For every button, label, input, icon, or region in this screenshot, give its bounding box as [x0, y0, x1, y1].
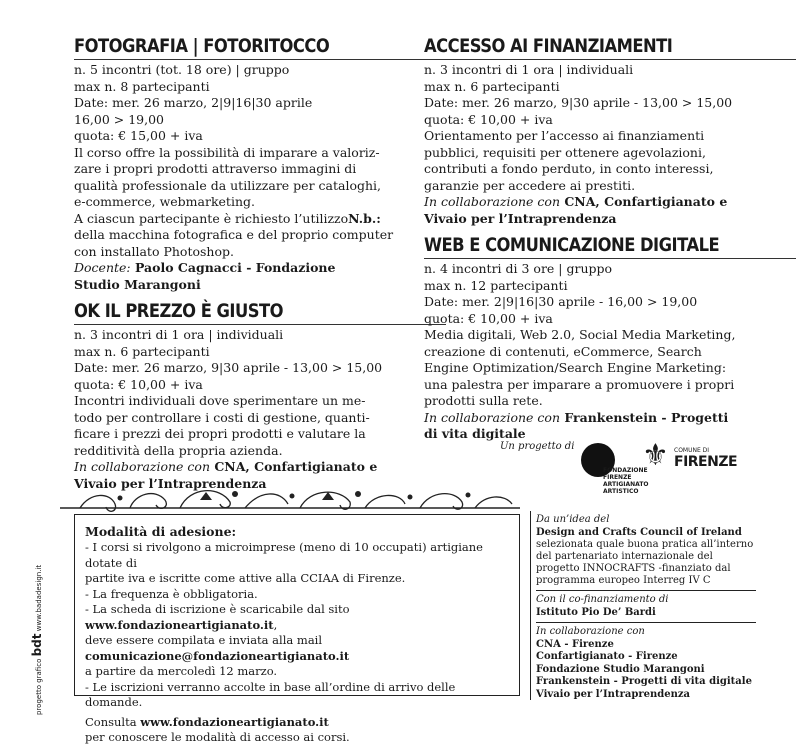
text-line: Incontri individuali dove sperimentare un me-: [74, 393, 366, 408]
course-title: ACCESSO AI FINANZIAMENTI: [424, 35, 673, 57]
text-line: quota: € 10,00 + iva: [424, 111, 553, 127]
left-column: [74, 34, 444, 498]
text-line: Date: mer. 26 marzo, 9|30 aprile - 13,00 > 15,00: [424, 95, 733, 110]
course-title: FOTOGRAFIA | FOTORITOCCO: [74, 35, 330, 57]
text-line: Consulta www.fondazioneartigianato.it: [85, 714, 329, 729]
fleur-de-lis-icon: ⚜: [642, 438, 669, 473]
title-rule: [74, 324, 446, 325]
text-line: Date: mer. 26 marzo, 9|30 aprile - 13,00 > 15,00: [74, 360, 383, 375]
course-title: OK IL PREZZO È GIUSTO: [74, 300, 284, 322]
modalita-box: [74, 514, 520, 744]
text-line: garanzie per accedere ai prestiti.: [424, 177, 636, 193]
text-line: - I corsi si rivolgono a microimprese (meno di 10 occupati) artigiane dotate di: [85, 540, 483, 570]
text-line: n. 3 incontri di 1 ora | individuali: [424, 62, 634, 77]
text-line: todo per controllare i costi di gestione, quanti-: [74, 409, 370, 425]
text-line: qualità professionale da utilizzare per cataloghi,: [74, 177, 381, 193]
course-title: WEB E COMUNICAZIONE DIGITALE: [424, 234, 720, 256]
text-line: creazione di contenuti, eCommerce, Search: [424, 343, 702, 359]
course-block: [424, 34, 794, 227]
text-line: quota: € 10,00 + iva: [424, 310, 553, 326]
text-line: Il corso offre la possibilità di imparare a valoriz-: [74, 144, 380, 160]
title-rule: [74, 59, 446, 60]
text-line: - La frequenza è obbligatoria.: [85, 586, 258, 601]
text-line: quota: € 15,00 + iva: [74, 128, 203, 143]
text-line: di vita digitale: [424, 426, 526, 441]
text-line: Vivaio per l’Intraprendenza: [74, 475, 267, 491]
text-line: ficare i prezzi dei propri prodotti e valutare la: [74, 426, 366, 441]
title-rule: [424, 258, 796, 259]
text-line: Media digitali, Web 2.0, Social Media Marketing,: [424, 327, 736, 342]
text-line: con installato Photoshop.: [74, 243, 234, 259]
idea-description-line: progetto INNOCRAFTS -finanziato dal: [536, 563, 731, 574]
text-line: n. 5 incontri (tot. 18 ore) | gruppo: [74, 62, 290, 77]
text-line: - Le iscrizioni verranno accolte in base all’ordine di arrivo delle domande.: [85, 679, 456, 709]
text-line: prodotti sulla rete.: [424, 393, 543, 408]
collaborator-name: Fondazione Studio Marangoni: [536, 663, 705, 675]
text-line: A ciascun partecipante è richiesto l’utilizzoN.b.:: [74, 210, 381, 226]
logo-text-line: FONDAZIONE: [603, 467, 648, 474]
text-line: zare i propri prodotti attraverso immagini di: [74, 161, 357, 176]
text-line: redditività della propria azienda.: [74, 442, 283, 458]
idea-description-line: selezionata quale buona pratica all’interno: [536, 539, 754, 550]
text-line: contributi a fondo perduto, in conto interessi,: [424, 161, 714, 176]
text-line: Date: mer. 2|9|16|30 aprile - 16,00 > 19,00: [424, 294, 698, 309]
text-line: Studio Marangoni: [74, 276, 201, 292]
text-line: Vivaio per l’Intraprendenza: [424, 210, 617, 226]
text-line: n. 3 incontri di 1 ora | individuali: [74, 327, 284, 342]
logo-text-line: FIRENZE: [603, 474, 632, 481]
text-line: n. 4 incontri di 3 ore | gruppo: [424, 261, 613, 276]
text-line: per conoscere le modalità di accesso ai corsi.: [85, 730, 350, 744]
cofinancing-block: Con il co-finanziamento di Istituto Pio De’ Bardi: [536, 591, 756, 623]
idea-block: Da un’idea del Design and Crafts Council of Ireland selezionata quale buona pratica all’interno del partenariato internazionale del progetto INNOCRAFTS -finanziato dal programma europeo Interreg IV C: [536, 511, 756, 591]
course-block: [74, 299, 444, 492]
idea-description-line: del partenariato internazionale del: [536, 551, 713, 562]
text-line: Date: mer. 26 marzo, 2|9|16|30 aprile: [74, 95, 313, 110]
text-line: Docente: Paolo Cagnacci - Fondazione: [74, 260, 336, 275]
title-rule: [424, 59, 796, 60]
text-line: quota: € 10,00 + iva: [74, 376, 203, 392]
text-line: partite iva e iscritte come attive alla CCIAA di Firenze.: [85, 571, 406, 585]
text-line: una palestra per imparare a promuovere i propri: [424, 376, 735, 392]
collaboration-block: In collaborazione con CNA - Firenze Confartigianato - Firenze Fondazione Studio Marangoni Frankenstein - Progetti di vita digitale Vivaio per l’Intraprendenza: [536, 623, 756, 704]
fondazione-artigianato-logo: [581, 443, 649, 495]
collaborator-name: Frankenstein - Progetti di vita digitale: [536, 676, 752, 687]
modalita-heading: Modalità di adesione:: [85, 524, 237, 539]
course-block: [424, 233, 794, 443]
text-line: della macchina fotografica e del proprio computer: [74, 227, 394, 242]
collaborator-name: Confartigianato - Firenze: [536, 651, 678, 662]
text-line: pubblici, requisiti per ottenere agevolazioni,: [424, 144, 706, 160]
text-line: Orientamento per l’accesso ai finanziamenti: [424, 128, 705, 143]
text-line: In collaborazione con CNA, Confartigianato e: [424, 194, 728, 209]
text-line: 16,00 > 19,00: [74, 111, 164, 127]
idea-description-line: programma europeo Interreg IV C: [536, 575, 711, 586]
partners-box: [530, 511, 756, 700]
collaborator-name: CNA - Firenze: [536, 638, 614, 650]
text-line: max n. 8 partecipanti: [74, 78, 210, 94]
text-line: In collaborazione con Frankenstein - Progetti: [424, 409, 729, 425]
right-column: [424, 34, 794, 449]
collaborator-name: Vivaio per l’Intraprendenza: [536, 688, 690, 700]
course-block: [74, 34, 444, 293]
text-line: deve essere compilata e inviata alla mail comunicazione@fondazioneartigianato.it: [85, 633, 350, 663]
bdt-logo: bdt: [30, 633, 44, 657]
ornament-divider: [60, 482, 520, 518]
text-line: a partire da mercoledì 12 marzo.: [85, 664, 278, 678]
text-line: Engine Optimization/Search Engine Marketing:: [424, 360, 727, 375]
text-line: - La scheda di iscrizione è scaricabile dal sito www.fondazioneartigianato.it,: [85, 602, 350, 632]
comune-firenze-logo: ⚜ COMUNE DI FIRENZE: [642, 438, 738, 473]
design-credit: progetto grafico bdt www.badadesign.it: [30, 564, 44, 715]
project-by-label: Un progetto di: [500, 441, 575, 452]
logo-text-line: ARTIGIANATO: [603, 481, 649, 488]
text-line: max n. 6 partecipanti: [74, 343, 210, 359]
text-line: In collaborazione con CNA, Confartigianato e: [74, 459, 378, 474]
text-line: e-commerce, webmarketing.: [74, 194, 255, 209]
logo-text-line: ARTISTICO: [603, 488, 639, 495]
text-line: max n. 12 partecipanti: [424, 277, 568, 293]
text-line: max n. 6 partecipanti: [424, 78, 560, 94]
